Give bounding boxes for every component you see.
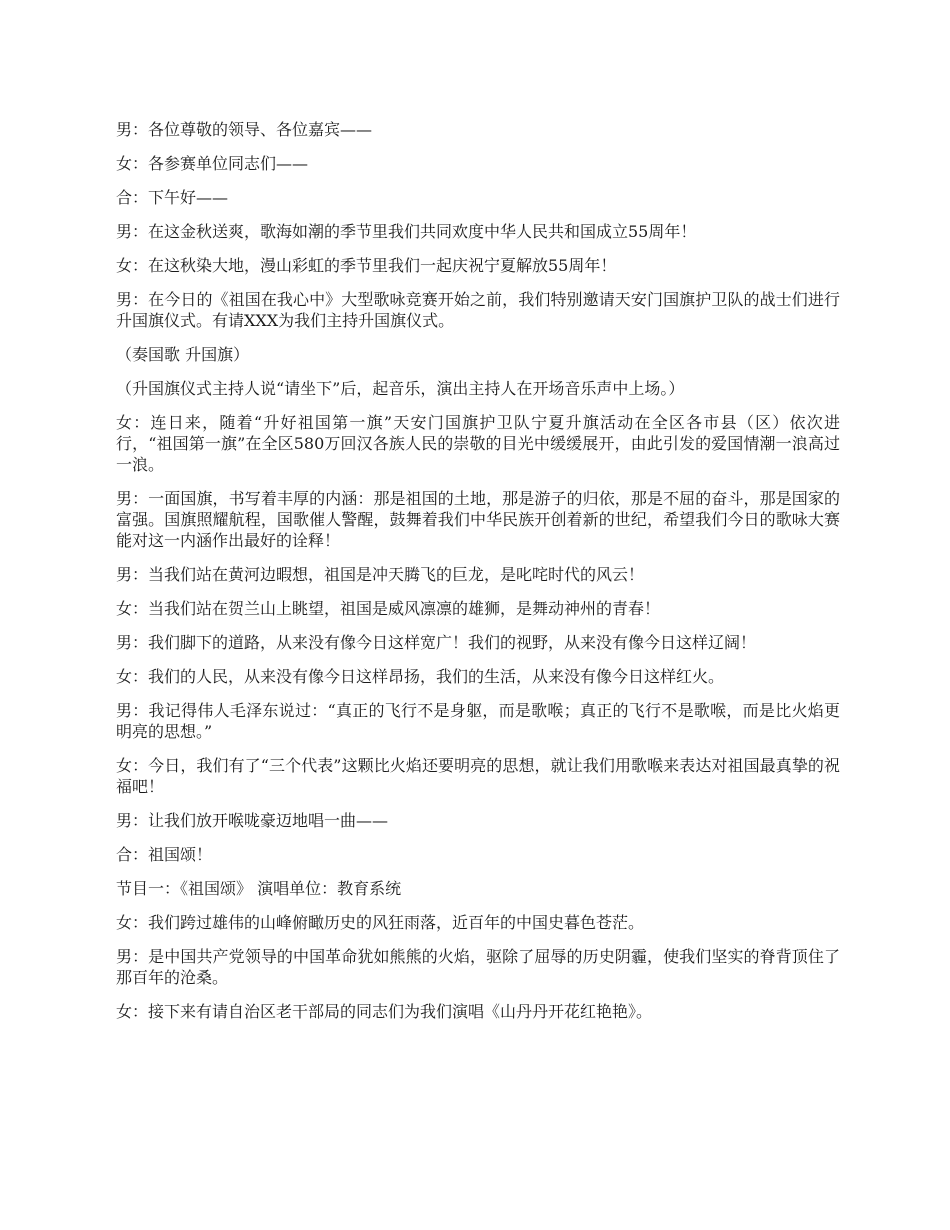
- paragraph-11: 男：当我们站在黄河边暇想，祖国是冲天腾飞的巨龙，是叱咤时代的风云！: [116, 565, 645, 584]
- paragraph-3: 合：下午好——: [116, 188, 229, 207]
- paragraph-16: 女：今日，我们有了“三个代表”这颗比火焰还要明亮的思想，就让我们用歌喉来表达对祖国最真挚的祝福吧！: [116, 756, 840, 796]
- program-one-heading: 节目一：《祖国颂》 演唱单位：教育系统: [116, 879, 402, 898]
- paragraph-20: 女：我们跨过雄伟的山峰俯瞰历史的风狂雨落，近百年的中国史暮色苍茫。: [116, 913, 645, 932]
- paragraph-18: 合：祖国颂！: [116, 845, 213, 864]
- paragraph-21: 男：是中国共产党领导的中国革命犹如熊熊的火焰，驱除了屈辱的历史阴霾，使我们坚实的脊背顶住了那百年的沧桑。: [116, 947, 840, 987]
- paragraph-17: 男：让我们放开喉咙豪迈地唱一曲——: [116, 811, 389, 830]
- paragraph-1: 男：各位尊敬的领导、各位嘉宾——: [116, 120, 373, 139]
- paragraph-6: 男：在今日的《祖国在我心中》大型歌咏竞赛开始之前，我们特别邀请天安门国旗护卫队的战士们进行升国旗仪式。有请XXX为我们主持升国旗仪式。: [116, 290, 840, 330]
- paragraph-2: 女：各参赛单位同志们——: [116, 154, 309, 173]
- paragraph-10: 男：一面国旗，书写着丰厚的内涵：那是祖国的土地，那是游子的归依，那是不屈的奋斗，那是国家的富强。国旗照耀航程，国歌催人警醒，鼓舞着我们中华民族开创着新的世纪，希望我们今日的歌咏大赛能对这一内涵作出最好的诠释！: [116, 489, 840, 550]
- paragraph-7: （奏国歌 升国旗）: [116, 345, 250, 364]
- paragraph-15: 男：我记得伟人毛泽东说过：“真正的飞行不是身躯，而是歌喉；真正的飞行不是歌喉，而是比火焰更明亮的思想。”: [116, 701, 840, 741]
- document-body: [116, 119, 840, 1035]
- paragraph-13: 男：我们脚下的道路，从来没有像今日这样宽广！我们的视野，从来没有像今日这样辽阔！: [116, 633, 757, 652]
- paragraph-14: 女：我们的人民，从来没有像今日这样昂扬，我们的生活，从来没有像今日这样红火。: [116, 667, 725, 686]
- paragraph-8: （升国旗仪式主持人说“请坐下”后，起音乐，演出主持人在开场音乐声中上场。）: [116, 379, 685, 398]
- paragraph-9: 女：连日来，随着“升好祖国第一旗”天安门国旗护卫队宁夏升旗活动在全区各市县（区）依次进行，“祖国第一旗”在全区580万回汉各族人民的崇敬的目光中缓缓展开，由此引发的爱国情潮一浪高过一浪。: [116, 413, 840, 474]
- paragraph-12: 女：当我们站在贺兰山上眺望，祖国是威风凛凛的雄狮，是舞动神州的青春！: [116, 599, 661, 618]
- paragraph-22: 女：接下来有请自治区老干部局的同志们为我们演唱《山丹丹开花红艳艳》。: [116, 1002, 653, 1021]
- paragraph-5: 女：在这秋染大地，漫山彩虹的季节里我们一起庆祝宁夏解放55周年！: [116, 256, 617, 275]
- paragraph-4: 男：在这金秋送爽，歌海如潮的季节里我们共同欢度中华人民共和国成立55周年！: [116, 222, 697, 241]
